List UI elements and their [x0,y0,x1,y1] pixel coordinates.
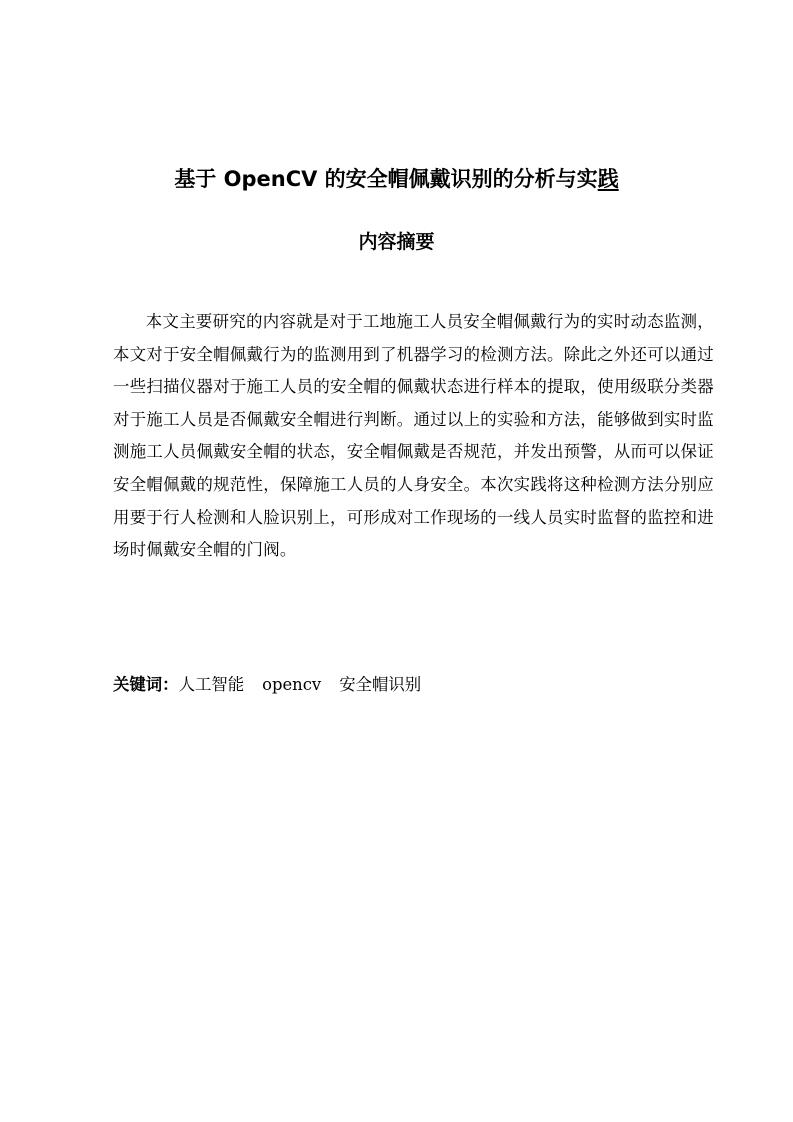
keyword-item: 安全帽识别 [339,675,422,694]
keyword-item: opencv [262,675,322,694]
keywords-line [113,671,714,699]
document-title [0,163,793,195]
abstract-heading: 内容摘要 [358,231,435,253]
title-main-text: 基于 OpenCV 的安全帽佩戴识别的分析与实 [174,167,598,191]
keyword-item: 人工智能 [178,675,245,694]
title-last-char: 践 [597,167,619,191]
abstract-paragraph: 本文主要研究的内容就是对于工地施工人员安全帽佩戴行为的实时动态监测，本文对于安全帽佩戴行为的监测用到了机器学习的检测方法。除此之外还可以通过一些扫描仪器对于施工人员的安全帽的佩戴状态进行样本的提取，使用级联分类器对于施工人员是否佩戴安全帽进行判断。通过以上的实验和方法，能够做到实时监测施工人员佩戴安全帽的状态，安全帽佩戴是否规范，并发出预警，从而可以保证安全帽佩戴的规范性，保障施工人员的人身安全。本次实践将这种检测方法分别应用要于行人检测和人脸识别上，可形成对工作现场的一线人员实时监督的监控和进场时佩戴安全帽的门阀。 [113,312,714,560]
keywords-label: 关键词： [113,675,179,694]
